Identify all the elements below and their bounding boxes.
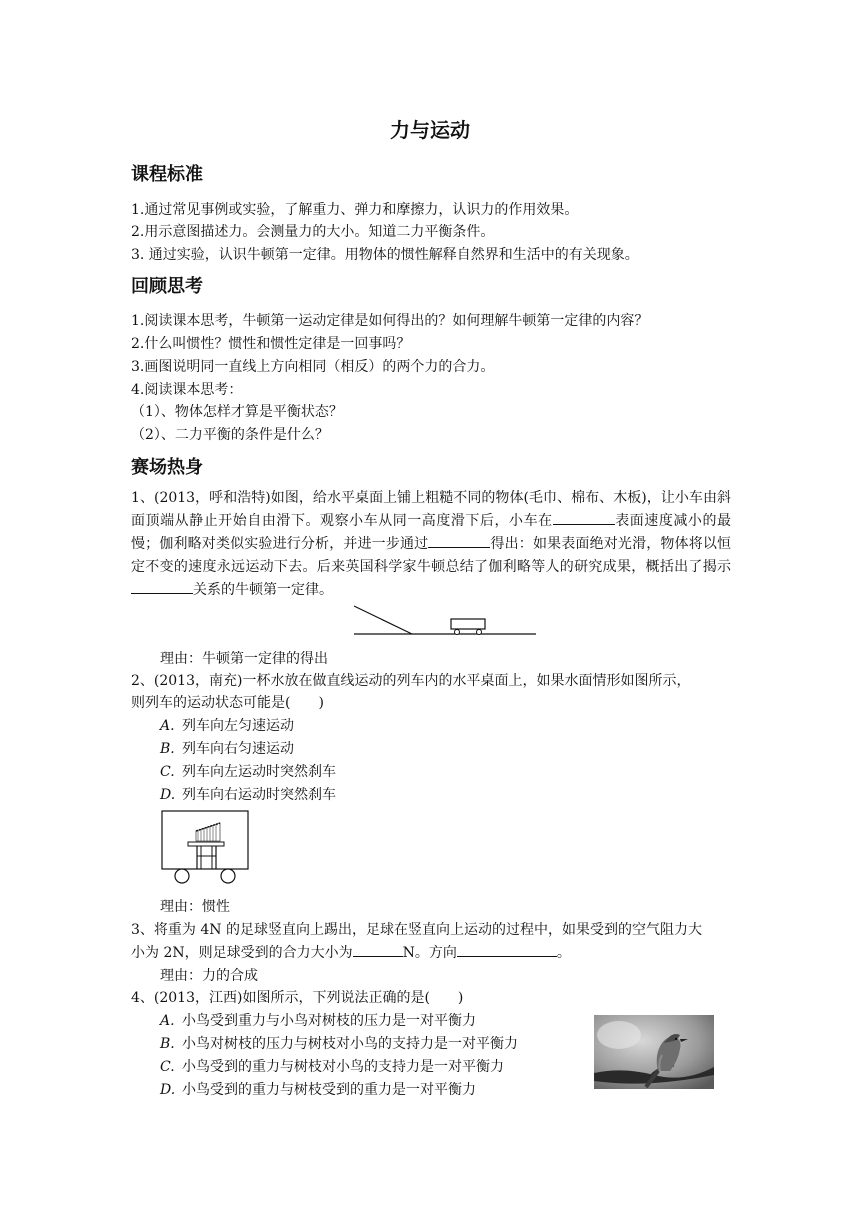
review-item: 1.阅读课本思考，牛顿第一运动定律是如何得出的？如何理解牛顿第一定律的内容？ <box>131 313 649 329</box>
question-3-text: 3、将重为 4N 的足球竖直向上踢出，足球在竖直向上运动的过程中，如果受到的空气阻力大 <box>131 922 702 938</box>
option-c[interactable] <box>160 761 336 781</box>
train-cup-diagram <box>160 809 252 885</box>
standards-item: 2.用示意图描述力。会测量力的大小。知道二力平衡条件。 <box>131 224 495 240</box>
question-3-text <box>131 942 571 962</box>
option-letter: D. <box>160 787 176 803</box>
option-a[interactable] <box>160 715 294 735</box>
option-c[interactable] <box>160 1056 504 1076</box>
q1-part: 表面速度减小的最慢；伽利略对类似实验进行分析，并进一步通过 <box>131 513 732 552</box>
option-text: 列车向右运动时突然刹车 <box>182 787 336 803</box>
question-1-text <box>131 487 731 602</box>
page-title: 力与运动 <box>390 118 470 142</box>
option-text: 小鸟受到的重力与树枝受到的重力是一对平衡力 <box>182 1082 476 1098</box>
answer-blank[interactable] <box>428 533 490 548</box>
option-letter: A. <box>160 1013 175 1029</box>
q1-part: 关系的牛顿第一定律。 <box>193 582 333 598</box>
question-3-reason: 理由：力的合成 <box>160 968 258 984</box>
option-letter: D. <box>160 1082 176 1098</box>
section-heading-warmup: 赛场热身 <box>131 457 203 478</box>
q1-part: 1、(2013，呼和浩特)如图，给水平桌面上铺上粗糙不同的物体(毛巾、棉布、木板)，让小车由斜面顶端从静止开始自由滑下。观察小车从同一高度滑下后，小车在 <box>131 490 731 529</box>
review-item: 4.阅读课本思考： <box>131 382 243 398</box>
answer-blank[interactable] <box>457 942 557 957</box>
question-1-reason: 理由：牛顿第一定律的得出 <box>160 651 328 667</box>
option-text: 小鸟对树枝的压力与树枝对小鸟的支持力是一对平衡力 <box>182 1036 518 1052</box>
answer-blank[interactable] <box>131 579 193 594</box>
review-item: 2.什么叫惯性？惯性和惯性定律是一回事吗？ <box>131 336 411 352</box>
answer-blank[interactable] <box>353 942 403 957</box>
incline-cart-diagram <box>350 604 540 640</box>
q1-part: 得出：如果表面绝对光滑，物体将以恒定不变的速度永远运动下去。后来英国科学家牛顿总结了伽利略等人的研究成果，概括出了揭示 <box>131 536 732 575</box>
option-letter: C. <box>160 764 175 780</box>
option-letter: B. <box>160 741 175 757</box>
question-2-reason: 理由：惯性 <box>160 899 230 915</box>
question-2-text: 2、(2013，南充)一杯水放在做直线运动的列车内的水平桌面上，如果水面情形如图所示， <box>131 673 691 689</box>
option-a[interactable] <box>160 1010 476 1030</box>
option-b[interactable] <box>160 1033 518 1053</box>
answer-blank[interactable] <box>553 510 615 525</box>
question-2-text: 则列车的运动状态可能是( ) <box>131 695 324 711</box>
option-text: 列车向左运动时突然刹车 <box>182 764 336 780</box>
option-d[interactable] <box>160 784 336 804</box>
question-4-text: 4、(2013，江西)如图所示，下列说法正确的是( ) <box>131 990 464 1006</box>
option-text: 小鸟受到的重力与树枝对小鸟的支持力是一对平衡力 <box>182 1059 504 1075</box>
q3-part: 。 <box>556 945 571 961</box>
review-item: （1）、物体怎样才算是平衡状态？ <box>131 404 343 420</box>
option-letter: A. <box>160 718 175 734</box>
bird-on-branch-photo <box>594 1015 714 1089</box>
option-b[interactable] <box>160 738 294 758</box>
q3-part: N。方向 <box>402 945 457 961</box>
option-letter: B. <box>160 1036 175 1052</box>
option-d[interactable] <box>160 1079 476 1099</box>
option-text: 小鸟受到重力与小鸟对树枝的压力是一对平衡力 <box>182 1013 476 1029</box>
option-letter: C. <box>160 1059 175 1075</box>
review-item: 3.画图说明同一直线上方向相同（相反）的两个力的合力。 <box>131 359 495 375</box>
standards-item: 1.通过常见事例或实验，了解重力、弹力和摩擦力，认识力的作用效果。 <box>131 202 579 218</box>
review-item: （2）、二力平衡的条件是什么？ <box>131 427 329 443</box>
standards-item: 3. 通过实验，认识牛顿第一定律。用物体的惯性解释自然界和生活中的有关现象。 <box>131 247 639 263</box>
section-heading-review: 回顾思考 <box>131 276 203 297</box>
option-text: 列车向左匀速运动 <box>182 718 294 734</box>
section-heading-standards: 课程标准 <box>131 164 203 185</box>
q3-part: 小为 2N，则足球受到的合力大小为 <box>131 945 353 961</box>
option-text: 列车向右匀速运动 <box>182 741 294 757</box>
